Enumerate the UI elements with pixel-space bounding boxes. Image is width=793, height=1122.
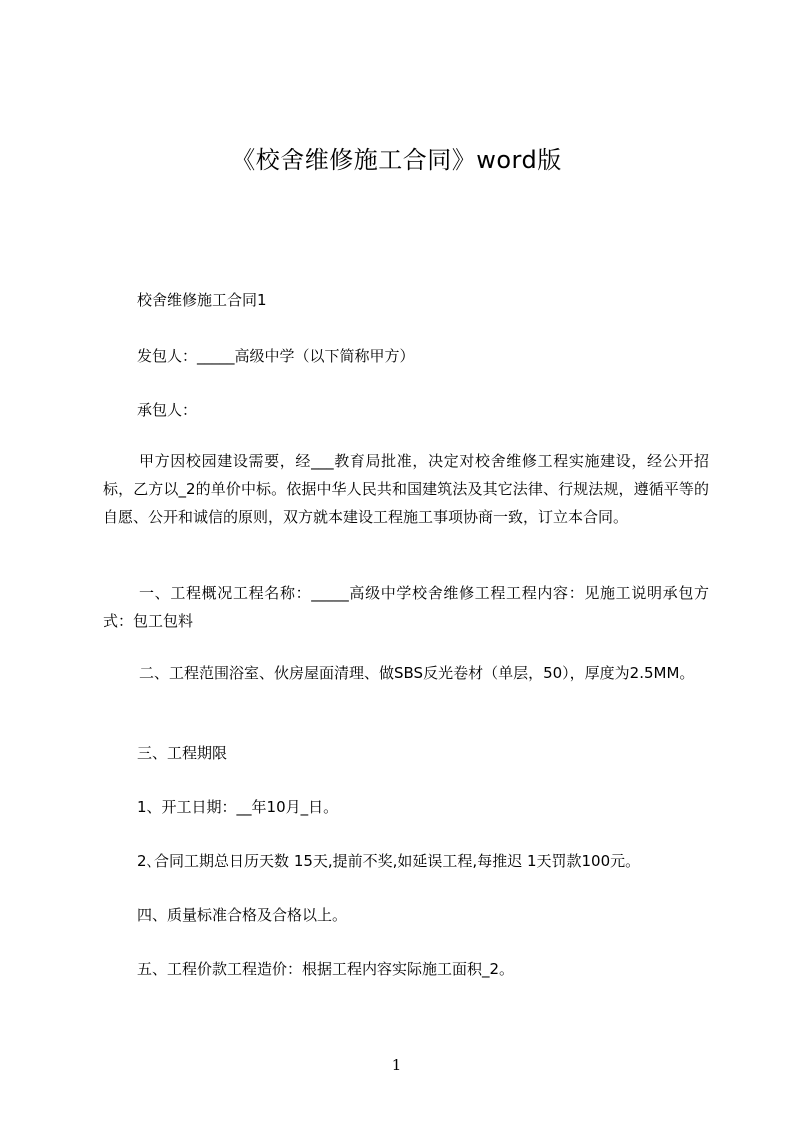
page-number: 1 xyxy=(391,1056,402,1074)
section-project-price: 五、工程价款工程造价：根据工程内容实际施工面积_2。 xyxy=(137,960,515,978)
section-project-period: 三、工程期限 xyxy=(137,744,228,762)
duration-item: 2､合同工期总日历天数 15天,提前不奖,如延误工程,每推迟 1天罚款100元。 xyxy=(137,852,641,870)
employer-line: 发包人：_____高级中学（以下简称甲方） xyxy=(137,347,415,365)
start-date-item: 1、开工日期：__年10月_日。 xyxy=(137,798,339,816)
contract-heading: 校舍维修施工合同1 xyxy=(137,291,267,309)
section-project-overview: 一、工程概况工程名称：_____高级中学校舍维修工程工程内容：见施工说明承包方式：包工包料 xyxy=(103,584,709,630)
section-quality-standard: 四、质量标准合格及合格以上。 xyxy=(137,906,348,924)
section-project-scope: 二、工程范围浴室、伙房屋面清理、做SBS反光卷材（单层，50），厚度为2.5MM。 xyxy=(139,664,695,682)
contractor-line: 承包人： xyxy=(137,401,198,419)
intro-paragraph: 甲方因校园建设需要，经___教育局批准，决定对校舍维修工程实施建设，经公开招标，乙方以_2的单价中标。依据中华人民共和国建筑法及其它法律、行规法规，遵循平等的自愿、公开和诚信的原则，双方就本建设工程施工事项协商一致，订立本合同。 xyxy=(103,452,709,526)
document-title: 《校舍维修施工合同》word版 xyxy=(231,146,562,174)
